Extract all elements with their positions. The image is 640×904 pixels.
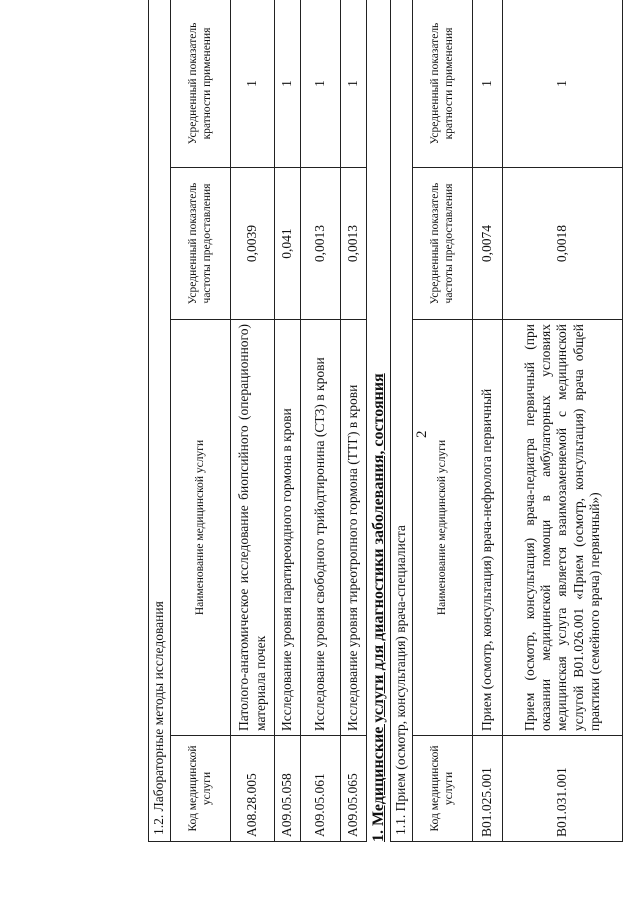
row-code: B01.025.001 [473,736,503,842]
page-number: 2 [414,430,430,438]
table-row [473,0,503,842]
header-frequency: Усредненный показатель частоты предоставления [413,168,473,320]
row-multiplicity: 1 [275,0,301,168]
row-code: A08.28.005 [231,736,275,842]
section-title: 1. Медицинские услуги для диагностики заболевания, состояния [370,373,387,842]
header-name: Наименование медицинской услуги [171,320,231,736]
table-consultations [390,0,623,842]
table-subtitle: 1.1. Прием (осмотр, консультация) врача-специалиста [391,0,413,842]
row-frequency: 0,0039 [231,168,275,320]
row-name: Патолого-анатомическое исследование биопсийного (операционного) материала почек [231,320,275,736]
row-frequency: 0,0013 [301,168,341,320]
table-subtitle: 1.2. Лабораторные методы исследования [149,0,171,842]
header-name: Наименование медицинской услуги [413,320,473,736]
row-code: A09.05.065 [341,736,367,842]
header-frequency: Усредненный показатель частоты предоставления [171,168,231,320]
row-frequency: 0,0074 [473,168,503,320]
header-multiplicity: Усредненный показатель кратности применения [413,0,473,168]
row-multiplicity: 1 [341,0,367,168]
row-name: Прием (осмотр, консультация) врача-нефролога первичный [473,320,503,736]
row-name: Исследование уровня паратиреоидного гормона в крови [275,320,301,736]
table-row [503,0,623,842]
table-row [341,0,367,842]
row-name: Исследование уровня свободного трийодтиронина (СТ3) в крови [301,320,341,736]
row-code: A09.05.061 [301,736,341,842]
table-lab-methods [148,0,367,842]
header-code: Код медицинской услуги [171,736,231,842]
header-code: Код медицинской услуги [413,736,473,842]
row-name: Исследование уровня тиреотропного гормона (ТТГ) в крови [341,320,367,736]
row-name: Прием (осмотр, консультация) врача-педиатра первичный (при оказании медицинской помощи в амбулаторных условиях медицинская услуга является взаимозаменяемой с медицинской услугой B01.026.001 «Прием (осмотр, консультация) врача общей практики (семейного врача) первичный») [503,320,623,736]
row-code: B01.031.001 [503,736,623,842]
row-multiplicity: 1 [503,0,623,168]
table-row [275,0,301,842]
row-code: A09.05.058 [275,736,301,842]
row-frequency: 0,0013 [341,168,367,320]
table-row [231,0,275,842]
row-multiplicity: 1 [301,0,341,168]
row-frequency: 0,0018 [503,168,623,320]
row-frequency: 0,041 [275,168,301,320]
table-row [301,0,341,842]
row-multiplicity: 1 [231,0,275,168]
row-multiplicity: 1 [473,0,503,168]
header-multiplicity: Усредненный показатель кратности применения [171,0,231,168]
